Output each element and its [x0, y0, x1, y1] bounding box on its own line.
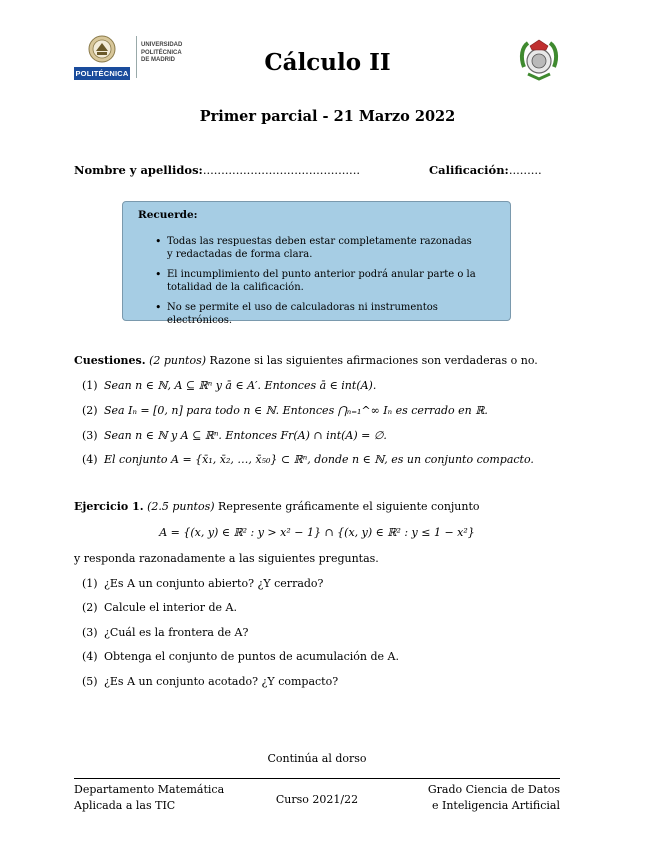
grade-label: Calificación: — [429, 163, 509, 177]
cuestion-1: (1) Sean n ∈ ℕ, A ⊆ ℝⁿ y ā ∈ A′. Entonces ā ∈ int(A). — [82, 379, 377, 392]
reminder-box — [122, 201, 511, 326]
exam-subtitle: Primer parcial - 21 Marzo 2022 — [199, 108, 456, 125]
cuestion-2: (2) Sea Iₙ = [0, n] para todo n ∈ ℕ. Entonces ⋂ₙ₌₁^∞ Iₙ es cerrado en ℝ. — [82, 404, 488, 417]
ejercicio1-heading: Ejercicio 1. (2.5 puntos) Represente gráficamente el siguiente conjunto — [74, 500, 480, 513]
grade-field — [429, 163, 542, 177]
continue-note: Continúa al dorso — [267, 752, 367, 765]
name-dots: ........................................... — [202, 163, 360, 177]
ejercicio1-item-5: (5) ¿Es A un conjunto acotado? ¿Y compacto? — [82, 675, 339, 688]
name-label: Nombre y apellidos: — [74, 163, 203, 177]
school-crest-icon — [518, 37, 560, 81]
footer-degree: Grado Ciencia de Datos e Inteligencia Artificial — [427, 783, 560, 812]
ejercicio1-item-1: (1) ¿Es A un conjunto abierto? ¿Y cerrado? — [82, 577, 324, 590]
footer-course-year: Curso 2021/22 — [275, 793, 359, 806]
logo-bar: POLITÉCNICA — [75, 69, 129, 78]
ejercicio1-item-4: (4) Obtenga el conjunto de puntos de acumulación de A. — [82, 650, 399, 663]
set-formula: A = {(x, y) ∈ ℝ² : y > x² − 1} ∩ {(x, y) ∈ ℝ² : y ≤ 1 − x²} — [159, 526, 475, 539]
list-item: • El incumplimiento del punto anterior podrá anular parte o la totalidad de la calificación. — [157, 268, 477, 294]
list-item: • No se permite el uso de calculadoras ni instrumentos electrónicos. — [157, 301, 477, 327]
grade-dots: ......... — [508, 163, 542, 177]
cuestion-4: (4) El conjunto A = {x̄₁, x̄₂, …, x̄₅₀} ⊂ ℝⁿ, donde n ∈ ℕ, es un conjunto compacto. — [82, 453, 534, 466]
course-title: Cálculo II — [264, 49, 391, 76]
footer-divider — [74, 778, 560, 779]
cuestion-3: (3) Sean n ∈ ℕ y A ⊆ ℝⁿ. Entonces Fr(A) ∩ int(A) = ∅. — [82, 429, 387, 442]
ejercicio1-item-3: (3) ¿Cuál es la frontera de A? — [82, 626, 249, 639]
logo-text: UNIVERSIDAD POLITÉCNICA DE MADRID — [141, 42, 183, 63]
ejercicio1-followup: y responda razonadamente a las siguientes preguntas. — [74, 552, 379, 565]
footer-department: Departamento Matemática Aplicada a las TIC — [74, 783, 225, 812]
ejercicio1-item-2: (2) Calcule el interior de A. — [82, 601, 237, 614]
list-item: • Todas las respuestas deben estar completamente razonadas y redactadas de forma clara. — [157, 235, 477, 261]
cuestiones-heading: Cuestiones. (2 puntos) Razone si las siguientes afirmaciones son verdaderas o no. — [74, 354, 538, 367]
name-field — [74, 163, 360, 177]
reminder-title: Recuerde: — [138, 209, 198, 221]
reminder-list — [157, 235, 477, 334]
